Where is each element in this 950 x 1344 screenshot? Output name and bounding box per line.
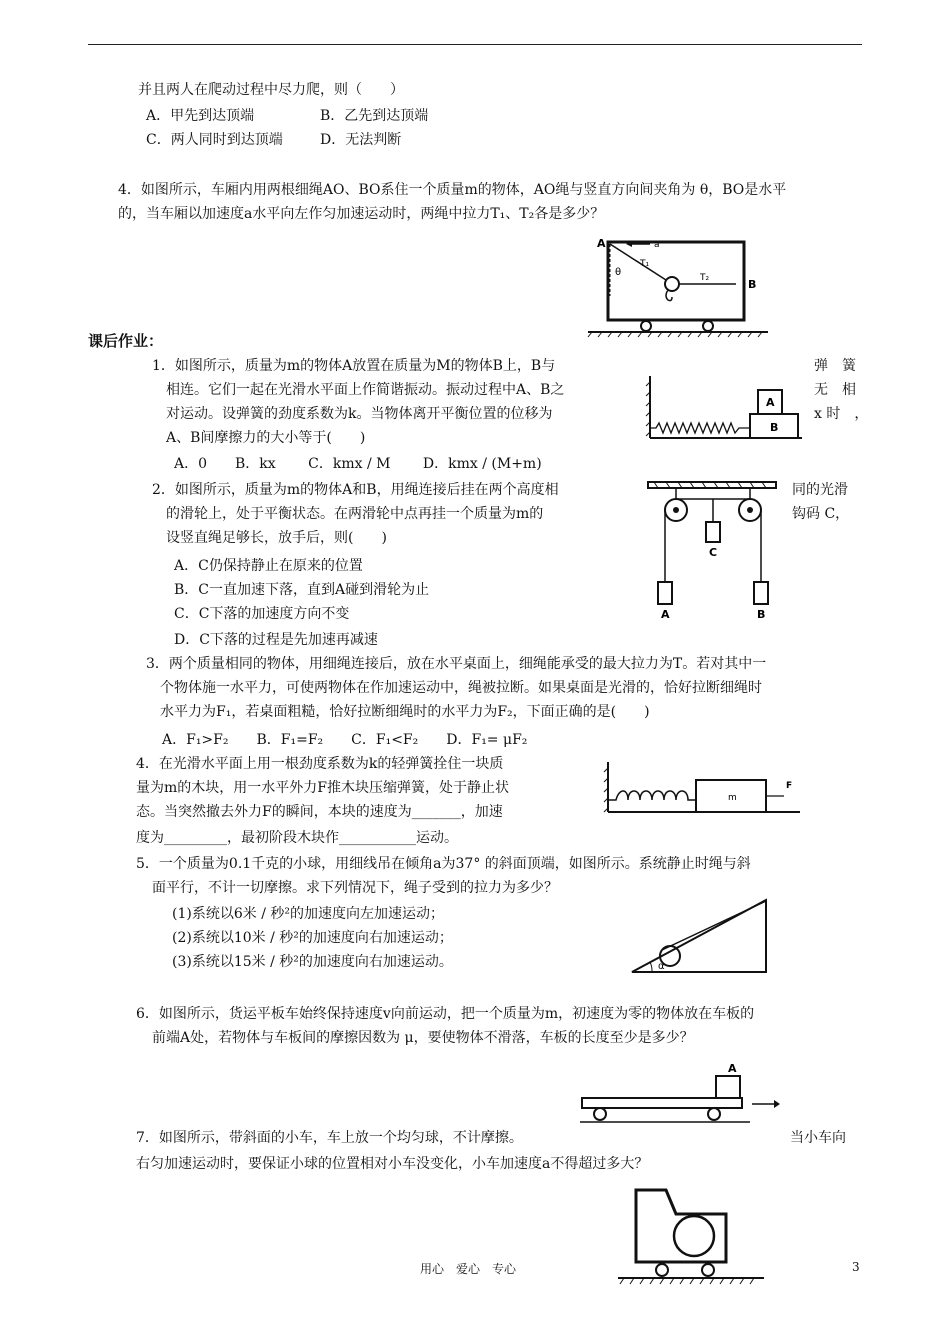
h1-line-2: 相连。它们一起在光滑水平面上作简谐振动。振动过程中A、B之 xyxy=(166,382,565,398)
page-number: 3 xyxy=(852,1260,860,1274)
h6-figure-flatbed-truck xyxy=(580,1060,780,1124)
q4-fig-theta: θ xyxy=(615,267,622,278)
q4-figure-cart xyxy=(588,236,768,338)
section-title: 课后作业： xyxy=(88,332,164,350)
h1-line-1-right: 弹 簧 xyxy=(814,358,856,374)
h6-line-1: 6．如图所示，货运平板车始终保持速度v向前运动，把一个质量为m，初速度为零的物体放在车板的 xyxy=(136,1006,755,1022)
h2-option-c: C．C下落的加速度方向不变 xyxy=(174,606,350,622)
h7-line-2: 右匀加速运动时，要保证小球的位置相对小车没变化，小车加速度a不得超过多大？ xyxy=(136,1156,649,1172)
h5-sub-1: (1)系统以6米 / 秒²的加速度向左加速运动； xyxy=(172,906,444,922)
h5-line-2: 面平行，不计一切摩擦。求下列情况下，绳子受到的拉力为多少？ xyxy=(152,880,558,896)
h1-line-3-right: x 时 ， xyxy=(814,406,869,422)
h1-options: A．0 B．kx C．kmx / M D．kmx / (M+m) xyxy=(174,456,542,472)
q4-fig-label-b: B xyxy=(748,278,757,291)
h1-line-4: A、B间摩擦力的大小等于( ) xyxy=(166,430,366,446)
carry-over-stem: 并且两人在爬动过程中尽力爬，则（ ） xyxy=(138,82,404,98)
h4-figure-spring-block xyxy=(604,758,804,820)
h4-line-1: 4．在光滑水平面上用一根劲度系数为k的轻弹簧拴住一块质 xyxy=(136,756,504,772)
h5-sub-3: (3)系统以15米 / 秒²的加速度向右加速运动。 xyxy=(172,954,453,970)
h7-line-1-right: 当小车向 xyxy=(790,1130,846,1146)
h1-fig-label-b: B xyxy=(770,421,779,434)
h2-line-2-right: 钩码 C， xyxy=(792,506,850,522)
q4-fig-t1: T₁ xyxy=(640,259,650,269)
q4-fig-label-a: A xyxy=(597,237,606,250)
h3-line-2: 个物体施一水平力，可使两物体在作加速运动中，绳被拉断。如果桌面是光滑的，恰好拉断细绳时 xyxy=(160,680,762,696)
h6-line-2: 前端A处，若物体与车板间的摩擦因数为 μ，要使物体不滑落，车板的长度至少是多少？ xyxy=(152,1030,694,1046)
h2-fig-label-c: C xyxy=(709,546,718,559)
h3-line-1: 3．两个质量相同的物体，用细绳连接后，放在水平桌面上，细绳能承受的最大拉力为T。若对其中一 xyxy=(146,656,767,672)
h4-line-2: 量为m的木块，用一水平外力F推木块压缩弹簧，处于静止状 xyxy=(136,780,509,796)
h2-line-2: 的滑轮上，处于平衡状态。在两滑轮中点再挂一个质量为m的 xyxy=(166,506,544,522)
carry-over-option-c: C．两人同时到达顶端 xyxy=(146,132,283,148)
header-rule xyxy=(88,44,862,45)
h5-sub-2: (2)系统以10米 / 秒²的加速度向右加速运动； xyxy=(172,930,453,946)
h4-line-3: 态。当突然撤去外力F的瞬间，本块的速度为_______，加速 xyxy=(136,804,503,820)
h1-line-2-right: 无 相 xyxy=(814,382,856,398)
h2-line-1-right: 同的光滑 xyxy=(792,482,848,498)
h7-line-1: 7．如图所示，带斜面的小车，车上放一个均匀球，不计摩擦。 xyxy=(136,1130,523,1146)
q4-fig-a-label: a xyxy=(654,240,660,250)
h5-fig-alpha: α xyxy=(658,961,665,972)
h4-line-4: 度为_________，最初阶段木块作___________运动。 xyxy=(136,830,458,846)
h7-figure-incline-cart xyxy=(618,1184,768,1290)
q4-line-2: 的，当车厢以加速度a水平向左作匀加速运动时，两绳中拉力T₁、T₂各是多少？ xyxy=(118,206,605,222)
h2-line-1: 2．如图所示，质量为m的物体A和B，用绳连接后挂在两个高度相 xyxy=(152,482,559,498)
carry-over-option-a: A．甲先到达顶端 xyxy=(146,108,255,124)
h1-figure-spring-blocks xyxy=(646,374,806,446)
h6-fig-label-a: A xyxy=(728,1062,737,1075)
h1-fig-label-a: A xyxy=(766,396,775,409)
carry-over-option-b: B．乙先到达顶端 xyxy=(320,108,429,124)
h2-option-d: D．C下落的过程是先加速再减速 xyxy=(174,632,378,648)
h2-line-3: 设竖直绳足够长，放手后，则( ) xyxy=(166,530,387,546)
h5-figure-incline-ball xyxy=(630,896,770,976)
h4-fig-m: m xyxy=(728,793,737,803)
footer-motto: 用心 爱心 专心 xyxy=(420,1262,517,1276)
h1-line-1: 1．如图所示，质量为m的物体A放置在质量为M的物体B上，B与 xyxy=(152,358,556,374)
h3-line-3: 水平力为F₁，若桌面粗糙，恰好拉断细绳时的水平力为F₂，下面正确的是( ) xyxy=(160,704,650,720)
h2-option-b: B．C一直加速下落，直到A碰到滑轮为止 xyxy=(174,582,430,598)
carry-over-option-d: D．无法判断 xyxy=(320,132,402,148)
h4-fig-f: F xyxy=(786,781,793,791)
h1-line-3: 对运动。设弹簧的劲度系数为k。当物体离开平衡位置的位移为 xyxy=(166,406,553,422)
h2-fig-label-a: A xyxy=(661,608,670,621)
h2-figure-pulleys xyxy=(640,478,780,630)
q4-line-1: 4．如图所示，车厢内用两根细绳AO、BO系住一个质量m的物体，AO绳与竖直方向间夹角为 θ，BO是水平 xyxy=(118,182,787,198)
h2-fig-label-b: B xyxy=(757,608,766,621)
h2-option-a: A．C仍保持静止在原来的位置 xyxy=(174,558,363,574)
h5-line-1: 5．一个质量为0.1千克的小球，用细线吊在倾角a为37° 的斜面顶端，如图所示。系统静止时绳与斜 xyxy=(136,856,751,872)
h3-options: A．F₁>F₂ B．F₁=F₂ C．F₁<F₂ D．F₁= μF₂ xyxy=(162,732,528,748)
q4-fig-t2: T₂ xyxy=(700,273,710,283)
